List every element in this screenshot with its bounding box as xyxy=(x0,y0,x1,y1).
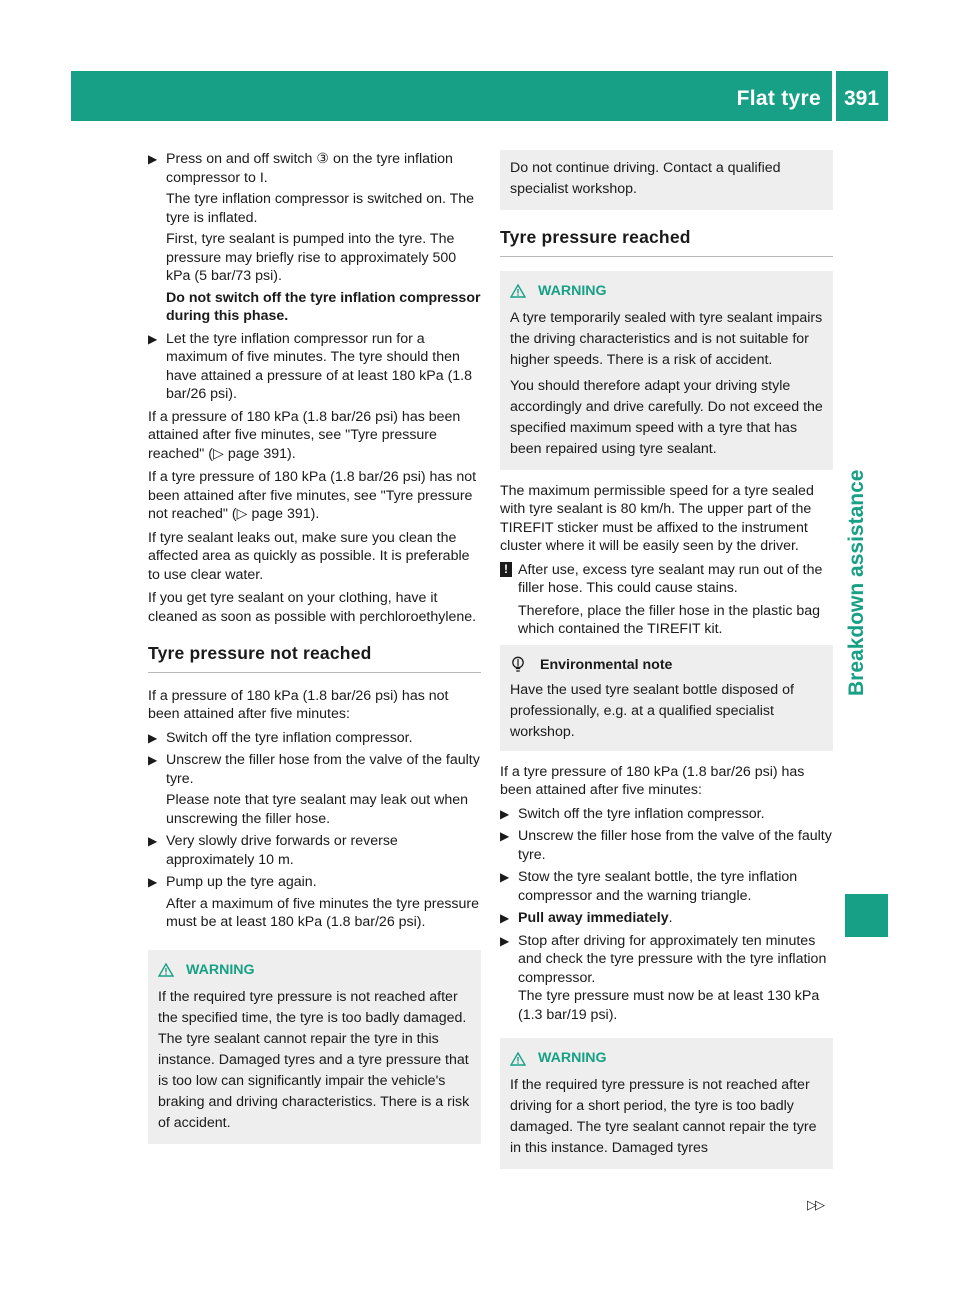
warning-text: You should therefore adapt your driving style accordingly and drive carefully. Do not exceed the specified maximum speed with a tyre that has been repaired using tyre sealant. xyxy=(510,377,823,457)
step-item xyxy=(500,909,833,928)
side-tab-marker xyxy=(845,894,888,937)
step-arrow-icon: ▶ xyxy=(148,834,158,848)
step-text: Unscrew the filler hose from the valve of the faulty tyre. xyxy=(166,752,480,787)
step-text: Switch off the tyre inflation compressor. xyxy=(166,729,413,746)
step-subtext: The tyre inflation compressor is switched on. The tyre is inflated. xyxy=(166,191,475,226)
warning-text: If the required tyre pressure is not reached after driving for a short period, the tyre is too badly damaged. The tyre sealant cannot repair the tyre in this instance. Damaged tyres xyxy=(510,1077,817,1156)
step-arrow-icon: ▶ xyxy=(500,829,510,843)
step-arrow-icon: ▶ xyxy=(148,331,158,346)
step-arrow-icon: ▶ xyxy=(500,806,510,821)
step-text: Let the tyre inflation compressor run for a maximum of five minutes. The tyre should then have attained a pressure of at least 180 kPa (1.8 bar/26 psi). xyxy=(166,330,473,402)
step-text: Stow the tyre sealant bottle, the tyre inflation compressor and the warning triangle. xyxy=(518,869,798,904)
exclamation-icon: ! xyxy=(500,562,512,577)
step-arrow-icon: ▶ xyxy=(500,933,510,948)
step-arrow-icon: ▶ xyxy=(148,152,158,166)
step-item xyxy=(500,805,833,824)
paragraph: The maximum permissible speed for a tyre sealed with tyre sealant is 80 km/h. The upper part of the TIREFIT sticker must be affixed to the instrument cluster where it will be easily seen by the driver. xyxy=(500,482,814,554)
continued-warning-box xyxy=(500,150,833,210)
warning-label: WARNING xyxy=(186,961,255,978)
step-item xyxy=(148,751,481,828)
warning-label: WARNING xyxy=(538,1050,607,1066)
step-arrow-icon: ▶ xyxy=(148,875,158,889)
step-subtext: The tyre pressure must now be at least 130 kPa (1.3 bar/19 psi). xyxy=(518,988,820,1023)
step-item xyxy=(148,832,481,869)
warning-triangle-icon xyxy=(158,963,174,977)
paragraph: If a tyre pressure of 180 kPa (1.8 bar/26 psi) has been attained after five minutes: xyxy=(500,763,805,798)
step-arrow-icon: ▶ xyxy=(500,911,510,925)
step-arrow-icon: ▶ xyxy=(148,730,158,745)
lightbulb-icon xyxy=(510,656,526,674)
step-text: Unscrew the filler hose from the valve of the faulty tyre. xyxy=(518,828,832,863)
section-heading: Tyre pressure not reached xyxy=(148,644,481,673)
note-text: After use, excess tyre sealant may run out of the filler hose. This could cause stains. xyxy=(518,561,823,596)
step-subtext: After a maximum of five minutes the tyre pressure must be at least 180 kPa (1.8 bar/26 psi). xyxy=(166,895,480,930)
paragraph: If tyre sealant leaks out, make sure you clean the affected area as quickly as possible. It is preferable to use clear water. xyxy=(148,529,470,583)
paragraph: If a pressure of 180 kPa (1.8 bar/26 psi) has not been attained after five minutes: xyxy=(148,687,449,722)
warning-triangle-icon xyxy=(510,284,526,298)
warning-header xyxy=(158,960,471,981)
note-text: Therefore, place the filler hose in the plastic bag which contained the TIREFIT kit. xyxy=(518,602,821,637)
continued-warning-text: Do not continue driving. Contact a qualified specialist workshop. xyxy=(510,160,781,197)
note-item xyxy=(500,561,833,639)
paragraph: If you get tyre sealant on your clothing, have it cleaned as soon as possible with perchloroethylene. xyxy=(148,590,477,625)
step-text: Stop after driving for approximately ten minutes and check the tyre pressure with the tyre inflation compressor. xyxy=(518,932,827,986)
side-tab-label: Breakdown assistance xyxy=(845,469,868,696)
warning-triangle-icon xyxy=(510,1052,526,1066)
warning-header xyxy=(510,281,823,302)
environmental-note-box xyxy=(500,645,833,751)
warning-label: WARNING xyxy=(538,282,607,299)
environmental-note-text: Have the used tyre sealant bottle disposed of professionally, e.g. at a qualified specialist workshop. xyxy=(510,681,794,740)
step-item xyxy=(500,932,833,1025)
step-item xyxy=(148,150,481,326)
step-text: Switch off the tyre inflation compressor. xyxy=(518,805,765,822)
step-item xyxy=(148,729,481,748)
step-arrow-icon: ▶ xyxy=(500,870,510,884)
step-text: Press on and off switch ③ on the tyre inflation compressor to I. xyxy=(166,151,453,186)
warning-text: A tyre temporarily sealed with tyre sealant impairs the driving characteristics and is not suitable for higher speeds. There is a risk of accident. xyxy=(510,309,823,368)
step-item xyxy=(500,868,833,905)
environmental-note-header xyxy=(510,655,823,676)
step-subtext: First, tyre sealant is pumped into the tyre. The pressure may briefly rise to approximately 500 kPa (5 bar/73 psi). xyxy=(166,231,457,284)
page-number-box xyxy=(836,71,888,121)
header-title-box xyxy=(733,71,833,121)
warning-box xyxy=(148,950,481,1144)
warning-box xyxy=(500,1038,833,1169)
step-subtext: Please note that tyre sealant may leak out when unscrewing the filler hose. xyxy=(166,792,469,827)
header-bar xyxy=(71,71,836,121)
right-column xyxy=(500,150,833,1181)
step-text xyxy=(518,909,833,928)
step-item xyxy=(148,330,481,404)
step-item xyxy=(148,873,481,932)
warning-header xyxy=(510,1048,823,1069)
section-heading: Tyre pressure reached xyxy=(500,228,833,257)
step-item xyxy=(500,827,833,864)
step-punctuation: . xyxy=(668,910,673,926)
warning-text: If the required tyre pressure is not reached after the specified time, the tyre is too badly damaged. The tyre sealant cannot repair the tyre in this instance. Damaged tyres and a tyre pressure that is too low can significantly impair the vehicle's braking and driving characteristics. There is a risk of accident. xyxy=(158,988,470,1131)
left-column xyxy=(148,150,481,1156)
paragraph: If a pressure of 180 kPa (1.8 bar/26 psi) has been attained after five minutes, see "Tyre pressure reached" (▷ page 391). xyxy=(148,408,461,462)
step-emphasis: Do not switch off the tyre inflation compressor during this phase. xyxy=(166,289,481,324)
step-text: Very slowly drive forwards or reverse approximately 10 m. xyxy=(166,833,398,868)
page-number: 391 xyxy=(844,87,880,110)
continue-marker: ▷▷ xyxy=(807,1197,823,1212)
step-arrow-icon: ▶ xyxy=(148,753,158,767)
step-emphasis: Pull away immediately xyxy=(518,910,669,926)
environmental-note-label: Environmental note xyxy=(540,656,673,673)
paragraph: If a tyre pressure of 180 kPa (1.8 bar/26 psi) has not been attained after five minutes, see "Tyre pressure not reached" (▷ page 391). xyxy=(148,469,477,522)
section-title: Flat tyre xyxy=(736,87,821,110)
warning-box xyxy=(500,271,833,470)
step-text: Pump up the tyre again. xyxy=(166,874,317,890)
